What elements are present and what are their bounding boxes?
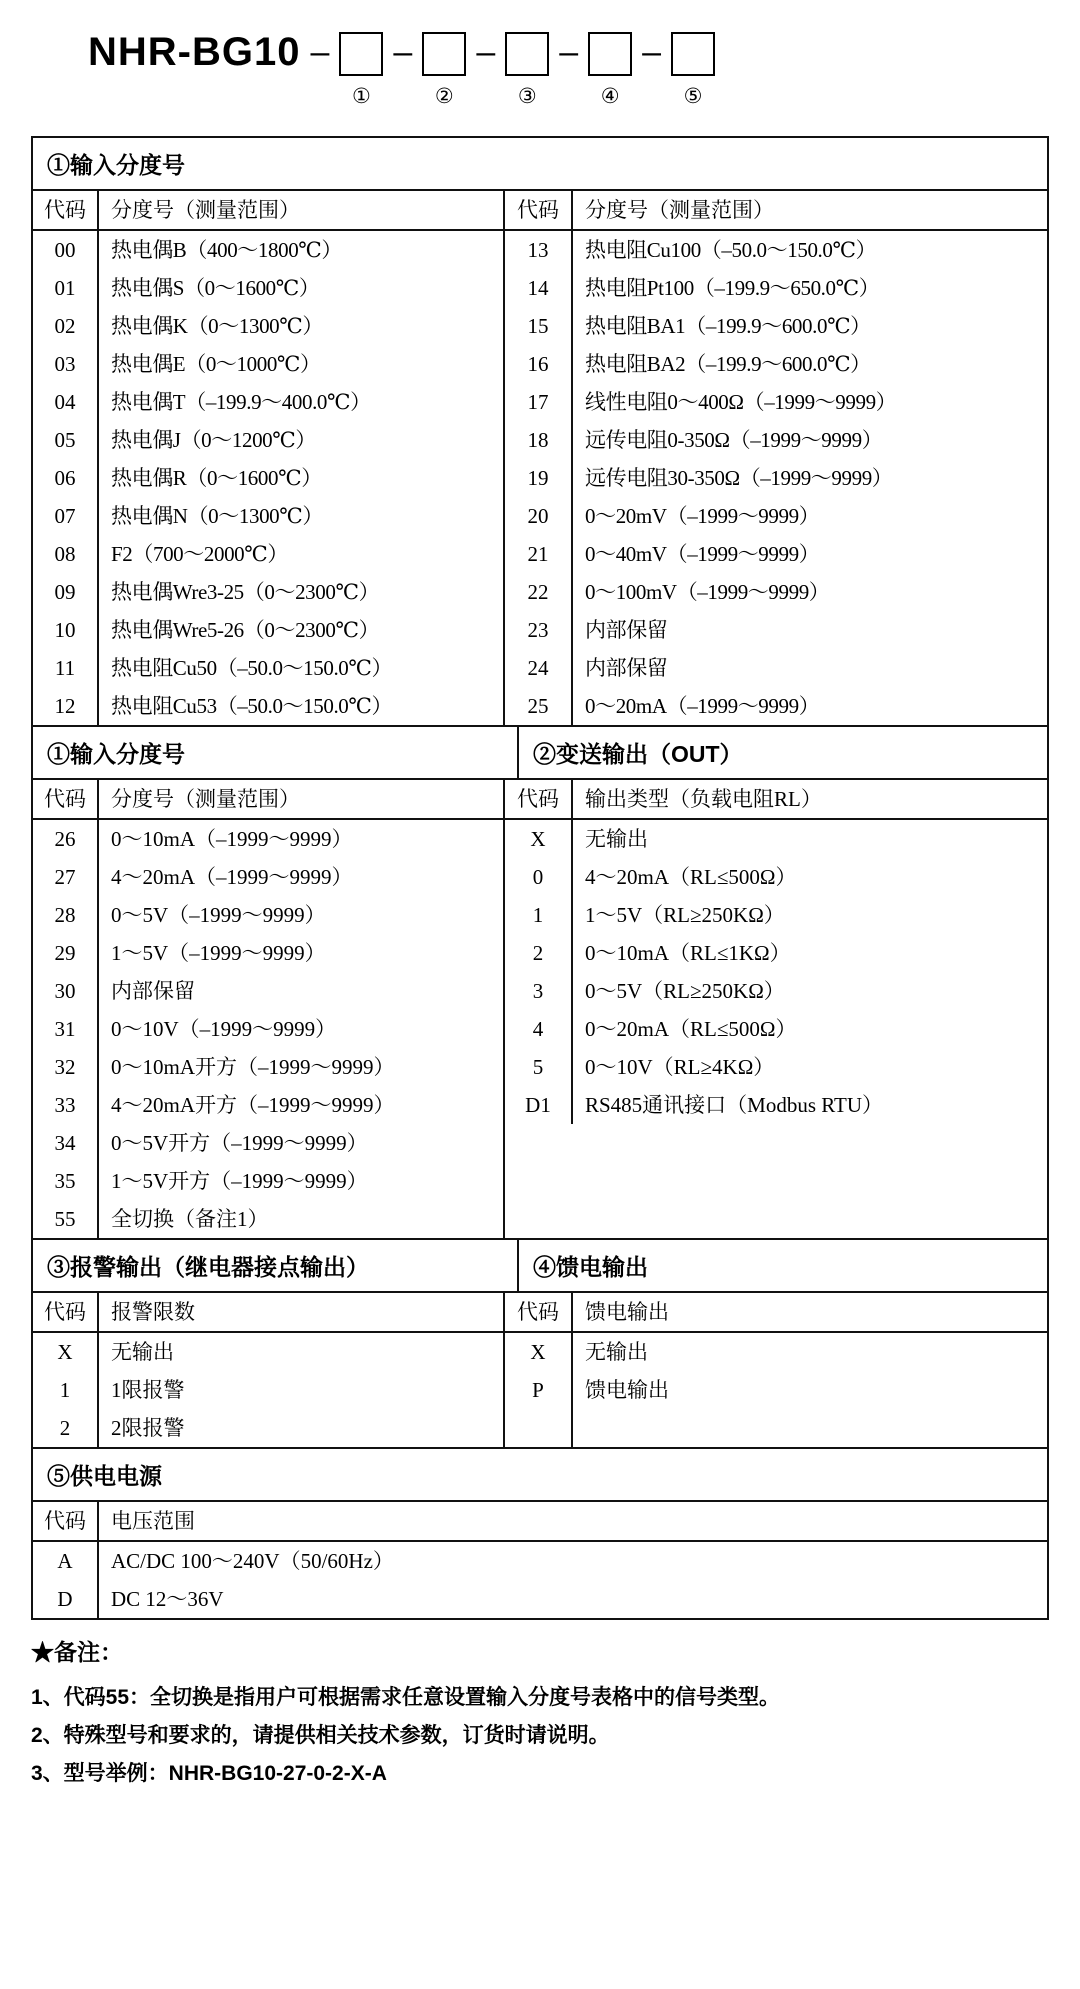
row-code: 35 [33,1162,99,1200]
table-row [33,1542,1047,1580]
section-title-output: ②变送输出（OUT） [517,727,1047,778]
row-code: X [505,1333,573,1371]
row-code: 01 [33,269,99,307]
slot-number-3: ③ [517,85,537,108]
row-code: 06 [33,459,99,497]
dash-separator-4: – [559,33,579,71]
header-output-type: 输出类型（负载电阻RL） [585,787,822,811]
row-desc: F2（700～2000℃） [111,542,288,566]
row-code: 55 [33,1200,99,1238]
row-code: 24 [505,649,573,687]
section-header-input-2-and-output [33,727,1047,780]
row-code: 00 [33,231,99,269]
slot-number-2: ② [434,85,454,108]
row-code: 30 [33,972,99,1010]
table-row [33,1010,503,1048]
row-code: 31 [33,1010,99,1048]
alarm-column [33,1293,503,1447]
header-voltage-range: 电压范围 [111,1509,195,1533]
row-code: 17 [505,383,573,421]
slot-number-1: ① [351,85,371,108]
table-row [505,231,1047,269]
row-desc: 热电偶J（0～1200℃） [111,428,316,452]
note-line-3: 3、型号举例：NHR-BG10-27-0-2-X-A [31,1762,387,1785]
row-desc: 热电偶S（0～1600℃） [111,276,320,300]
table-row [33,1124,503,1162]
column-header-row [33,1502,1047,1542]
row-desc: 4～20mA（–1999～9999） [111,865,353,889]
row-desc: 热电阻Cu100（–50.0～150.0℃） [585,238,877,262]
row-code: 08 [33,535,99,573]
header-code: 代码 [33,780,99,818]
slot-group-1 [339,24,383,109]
row-code: 15 [505,307,573,345]
table-row [505,421,1047,459]
row-code: 12 [33,687,99,725]
power-column [33,1502,1047,1618]
slot-box-5[interactable] [671,32,715,76]
table-row [33,231,503,269]
table-row [33,1162,503,1200]
row-desc-empty [573,1409,1047,1447]
column-header-row [505,1293,1047,1333]
table-row [505,1371,1047,1409]
dash-separator-5: – [642,33,662,71]
table-row [33,858,503,896]
row-desc: 热电阻Cu53（–50.0～150.0℃） [111,694,393,718]
output-column [503,780,1047,1238]
row-desc: 热电阻BA2（–199.9～600.0℃） [585,352,871,376]
row-code: 26 [33,820,99,858]
row-code: 33 [33,1086,99,1124]
column-header-row [33,191,503,231]
slot-number-5: ⑤ [683,85,703,108]
table-row [33,934,503,972]
row-desc: 热电偶Wre5-26（0～2300℃） [111,618,380,642]
row-desc: 1～5V开方（–1999～9999） [111,1169,368,1193]
row-desc: 0～20mA（–1999～9999） [585,694,820,718]
slot-box-1[interactable] [339,32,383,76]
row-code: 10 [33,611,99,649]
row-desc: 热电偶R（0～1600℃） [111,466,322,490]
row-desc: 无输出 [585,827,648,851]
table-row [33,497,503,535]
table-row [505,573,1047,611]
row-code: 07 [33,497,99,535]
table-row [33,611,503,649]
section-title-input-2: ①输入分度号 [47,741,185,767]
row-code: 13 [505,231,573,269]
notes-title: ★备注： [31,1639,123,1665]
column-header-row [505,780,1047,820]
dash-separator-1: – [310,33,330,71]
table-row [33,383,503,421]
row-desc: 热电阻Pt100（–199.9～650.0℃） [585,276,880,300]
row-desc: 0～10mA（–1999～9999） [111,827,353,851]
row-desc: 热电阻Cu50（–50.0～150.0℃） [111,656,393,680]
header-code: 代码 [33,1293,99,1331]
table-row [33,1580,1047,1618]
table-row [505,972,1047,1010]
table-row [505,611,1047,649]
slot-box-4[interactable] [588,32,632,76]
table-row [33,1200,503,1238]
slot-group-2 [422,24,466,109]
row-desc: 内部保留 [585,656,668,680]
row-code: 21 [505,535,573,573]
section-header-power [33,1449,1047,1502]
table-row [505,497,1047,535]
row-desc: 1限报警 [111,1378,185,1402]
row-desc: 2限报警 [111,1416,185,1440]
section-title-input-1: ①输入分度号 [47,152,185,178]
row-code: 14 [505,269,573,307]
table-row [505,896,1047,934]
row-desc: 0～5V（–1999～9999） [111,903,326,927]
row-code: 2 [505,934,573,972]
section-title-power: ⑤供电电源 [47,1463,162,1489]
row-desc: 馈电输出 [585,1378,669,1402]
input-column-left-2 [33,780,503,1238]
row-desc: 1～5V（–1999～9999） [111,941,326,965]
row-desc: DC 12～36V [111,1587,224,1611]
table-row [505,649,1047,687]
header-code: 代码 [505,191,573,229]
row-code: 22 [505,573,573,611]
row-desc: 内部保留 [585,618,668,642]
row-code-empty [505,1409,573,1447]
table-row [33,1086,503,1124]
row-desc: 0～10mA开方（–1999～9999） [111,1055,395,1079]
row-desc: 0～20mV（–1999～9999） [585,504,820,528]
section-title-feed: ④馈电输出 [517,1240,1047,1291]
row-desc: 0～100mV（–1999～9999） [585,580,830,604]
row-desc: 内部保留 [111,979,195,1003]
row-desc: 线性电阻0～400Ω（–1999～9999） [585,390,897,414]
row-desc: 热电偶K（0～1300℃） [111,314,323,338]
slot-box-3[interactable] [505,32,549,76]
table-row [33,459,503,497]
header-code: 代码 [33,191,99,229]
table-row [505,345,1047,383]
row-code: 1 [33,1371,99,1409]
row-code: 02 [33,307,99,345]
table-row [33,1371,503,1409]
table-row [505,535,1047,573]
section-body-input-1 [33,191,1047,727]
table-row [33,421,503,459]
header-graduation: 分度号（测量范围） [111,787,300,811]
dash-separator-2: – [393,33,413,71]
row-desc: RS485通讯接口（Modbus RTU） [585,1093,884,1117]
notes-block [31,1634,1049,1793]
row-desc: 0～10V（RL≥4KΩ） [585,1055,775,1079]
specification-table [31,136,1049,1620]
row-code: 2 [33,1409,99,1447]
table-row [33,687,503,725]
table-row [505,858,1047,896]
table-row [505,1086,1047,1124]
model-code-header [30,24,1050,132]
table-row [33,649,503,687]
row-code: 05 [33,421,99,459]
feed-column [503,1293,1047,1447]
table-row [505,1333,1047,1371]
section-header-input-1 [33,138,1047,191]
row-code: 20 [505,497,573,535]
row-code: 29 [33,934,99,972]
table-row [33,972,503,1010]
header-feed-output: 馈电输出 [585,1300,669,1324]
row-desc: 无输出 [585,1340,648,1364]
row-desc: 热电阻BA1（–199.9～600.0℃） [585,314,871,338]
row-code: 19 [505,459,573,497]
section-title-alarm: ③报警输出（继电器接点输出） [47,1254,369,1280]
row-code: 11 [33,649,99,687]
column-header-row [505,191,1047,231]
row-code: X [505,820,573,858]
row-desc: 0～5V开方（–1999～9999） [111,1131,368,1155]
table-row [33,269,503,307]
slot-box-2[interactable] [422,32,466,76]
table-row-spacer [505,1409,1047,1447]
row-code: 25 [505,687,573,725]
header-alarm-limit: 报警限数 [111,1300,195,1324]
row-desc: 4～20mA（RL≤500Ω） [585,865,797,889]
table-row [33,345,503,383]
table-row [33,820,503,858]
row-code: D [33,1580,99,1618]
row-code: 16 [505,345,573,383]
column-header-row [33,780,503,820]
row-code: 0 [505,858,573,896]
row-desc: 热电偶T（–199.9～400.0℃） [111,390,371,414]
header-graduation: 分度号（测量范围） [585,198,774,222]
row-code: 4 [505,1010,573,1048]
row-code: A [33,1542,99,1580]
row-code: 32 [33,1048,99,1086]
table-row [505,307,1047,345]
table-row [33,896,503,934]
row-desc: AC/DC 100～240V（50/60Hz） [111,1549,394,1573]
row-desc: 热电偶E（0～1000℃） [111,352,321,376]
section-body-input-2-and-output [33,780,1047,1240]
table-row [33,535,503,573]
table-row [33,573,503,611]
row-code: 28 [33,896,99,934]
row-code: X [33,1333,99,1371]
table-row [505,1048,1047,1086]
row-desc: 0～5V（RL≥250KΩ） [585,979,785,1003]
table-row [505,687,1047,725]
section-header-alarm-and-feed [33,1240,1047,1293]
row-desc: 热电偶Wre3-25（0～2300℃） [111,580,380,604]
header-graduation: 分度号（测量范围） [111,198,300,222]
row-code: D1 [505,1086,573,1124]
section-body-power [33,1502,1047,1618]
row-code: P [505,1371,573,1409]
row-desc: 热电偶N（0～1300℃） [111,504,323,528]
slot-number-4: ④ [600,85,620,108]
row-desc: 0～10mA（RL≤1KΩ） [585,941,791,965]
header-code: 代码 [505,1293,573,1331]
row-code: 34 [33,1124,99,1162]
header-code: 代码 [505,780,573,818]
row-desc: 远传电阻0-350Ω（–1999～9999） [585,428,883,452]
row-code: 09 [33,573,99,611]
row-desc: 1～5V（RL≥250KΩ） [585,903,785,927]
row-code: 18 [505,421,573,459]
dash-separator-3: – [476,33,496,71]
row-desc: 无输出 [111,1340,174,1364]
row-desc: 0～10V（–1999～9999） [111,1017,337,1041]
row-code: 3 [505,972,573,1010]
row-desc: 全切换（备注1） [111,1207,269,1231]
table-row [33,307,503,345]
table-row [505,820,1047,858]
row-code: 04 [33,383,99,421]
note-line-1: 1、代码55：全切换是指用户可根据需求任意设置输入分度号表格中的信号类型。 [31,1686,781,1709]
input-column-right-1 [503,191,1047,725]
slot-group-4 [588,24,632,109]
input-column-left-1 [33,191,503,725]
slot-group-5 [671,24,715,109]
table-row [33,1409,503,1447]
row-code: 1 [505,896,573,934]
table-row [505,459,1047,497]
table-row [505,269,1047,307]
row-desc: 0～40mV（–1999～9999） [585,542,820,566]
table-row [505,383,1047,421]
slot-group-3 [505,24,549,109]
table-row [33,1333,503,1371]
row-desc: 0～20mA（RL≤500Ω） [585,1017,797,1041]
note-line-2: 2、特殊型号和要求的，请提供相关技术参数，订货时请说明。 [31,1724,610,1747]
section-body-alarm-and-feed [33,1293,1047,1449]
row-code: 03 [33,345,99,383]
row-code: 27 [33,858,99,896]
table-row [33,1048,503,1086]
table-row [505,934,1047,972]
header-code: 代码 [33,1502,99,1540]
model-name: NHR-BG10 [88,30,301,74]
row-desc: 4～20mA开方（–1999～9999） [111,1093,395,1117]
row-desc: 热电偶B（400～1800℃） [111,238,342,262]
column-header-row [33,1293,503,1333]
row-code: 5 [505,1048,573,1086]
row-desc: 远传电阻30-350Ω（–1999～9999） [585,466,893,490]
table-row [505,1010,1047,1048]
row-code: 23 [505,611,573,649]
